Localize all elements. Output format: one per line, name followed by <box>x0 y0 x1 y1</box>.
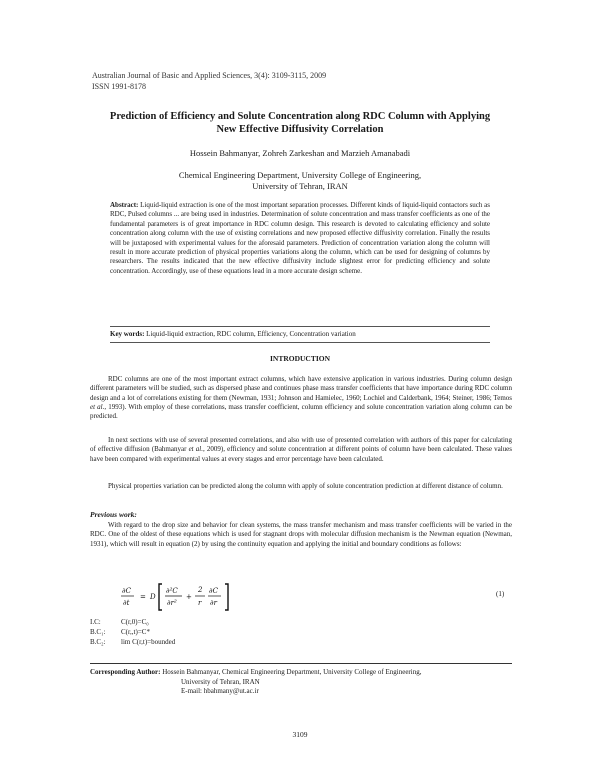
title-line-2: New Effective Diffusivity Correlation <box>216 124 384 135</box>
svg-text:r: r <box>198 599 202 607</box>
corresponding-line-2: University of Tehran, IRAN <box>181 677 260 686</box>
abstract-text: Liquid-liquid extraction is one of the most important separation processes. Different kinds of liquid-liquid contactors such as RDC, Pulsed columns ... are being used in industries. Determination of solute concentration and mass transfer coefficients as one of the fundamental parameters is of great importance in RDC column design. This research is devoted to calculating efficiency and solute concentration along column with the use of existing correlations and new proposed effective diffusivity correlation. Finally the results will be juxtaposed with experimental values for the aforesaid parameters. Prediction of concentration variation along the column will result in more accurate prediction of physical properties variations along the column, which can be used for designing of columns by researchers. The results indicated that the new effective diffusivity include slightest error for predicting efficiency and solute concentration. Accordingly, use of these equations lead in a more accurate design scheme. <box>110 201 490 275</box>
authors: Hossein Bahmanyar, Zohreh Zarkeshan and Marzieh Amanabadi <box>189 148 411 158</box>
keywords-label: Key words: <box>110 330 145 338</box>
intro-paragraph-2 <box>90 436 512 464</box>
divider <box>110 342 490 343</box>
issn: ISSN 1991-8178 <box>92 82 147 91</box>
intro-p1-etal: et al. <box>90 402 105 411</box>
subheading-previous-work: Previous work: <box>90 510 137 519</box>
equation-number: (1) <box>496 590 505 598</box>
svg-text:∂r²: ∂r² <box>167 599 177 607</box>
footnote-divider <box>90 663 512 664</box>
section-heading-introduction: INTRODUCTION <box>269 354 330 363</box>
condition-value: lim C(r,t)=bounded <box>121 638 176 646</box>
divider <box>110 326 490 327</box>
svg-text:∂C: ∂C <box>209 587 218 595</box>
condition-label: B.C₂: <box>90 638 106 646</box>
corresponding-line-1 <box>90 668 512 678</box>
intro-p2-text-b: , 2009), efficiency and solute concentration at different points of column have been calculated. These values have been compared with experimental values at every stages and error percentage have been calculated. <box>90 445 512 463</box>
corresponding-author <box>90 668 512 697</box>
svg-text:=: = <box>140 593 146 601</box>
svg-text:∂²C: ∂²C <box>166 587 178 595</box>
condition-row <box>90 637 175 647</box>
corresponding-label: Corresponding Author: <box>90 668 161 676</box>
title-line-1: Prediction of Efficiency and Solute Concentration along RDC Column with Applying <box>109 111 491 122</box>
condition-row <box>90 627 175 637</box>
affiliation-line-2: University of Tehran, IRAN <box>252 181 348 191</box>
newman-equation <box>118 580 278 614</box>
svg-text:∂r: ∂r <box>210 599 217 607</box>
intro-paragraph-3: Physical properties variation can be predicted along the column with apply of solute concentration prediction at different distance of column. <box>108 482 503 490</box>
previous-work-paragraph: With regard to the drop size and behavior for clean systems, the mass transfer mechanism and mass transfer coefficients will be varied in the RDC. One of the oldest of these equations which is used for stagnant drops with molecular diffusion mechanism is the Newman equation (Newman, 1931), which will result in equation (2) by using the continuity equation and applying the initial and boundary conditions as follows: <box>90 521 512 548</box>
affiliation <box>100 170 500 192</box>
intro-p1-text-b: , 1993). With employ of these correlations, mass transfer coefficient, column efficiency and solute concentration variation along column can be predicted. <box>90 402 512 421</box>
svg-text:∂C: ∂C <box>122 587 131 595</box>
condition-label: I.C: <box>90 618 101 626</box>
journal-citation: Australian Journal of Basic and Applied Sciences, 3(4): 3109-3115, 2009 <box>92 71 327 80</box>
condition-row <box>90 617 175 627</box>
svg-text:+: + <box>186 593 192 601</box>
svg-text:D: D <box>150 593 156 601</box>
affiliation-line-1: Chemical Engineering Department, University College of Engineering, <box>178 170 422 180</box>
keywords <box>110 330 490 339</box>
corresponding-email: E-mail: hbahmany@ut.ac.ir <box>181 687 259 695</box>
abstract-label: Abstract: <box>110 201 139 209</box>
svg-text:∂t: ∂t <box>123 599 130 607</box>
corresponding-text: Hossein Bahmanyar, Chemical Engineering Department, University College of Engineering, <box>162 668 422 676</box>
intro-p1-text-a: RDC columns are one of the most important extract columns, which have extensive application in various industries. During column design different parameters will be studied, such as dispersed phase and continues phase mass transfer coefficients that have importance during RDC column design and a lot of correlations existing for them (Newman, 1931; Johnson and Hamielec, 1960; Lochiel and Calderbank, 1964; Steiner, 1986; Temos <box>90 375 512 402</box>
journal-header <box>92 70 326 92</box>
intro-paragraph-1 <box>90 375 512 421</box>
svg-text:2: 2 <box>198 586 203 594</box>
condition-value: C(r,0)=C₀ <box>121 618 149 626</box>
intro-p2-text-a: In next sections with use of several presented correlations, and also with use of presented correlation with authors of this paper for calculating of effective diffusion (Bahmanyar <box>90 436 512 454</box>
intro-p2-etal: et al. <box>188 445 203 454</box>
condition-label: B.C₁: <box>90 628 106 636</box>
paper-title <box>100 110 500 136</box>
abstract <box>110 201 490 276</box>
boundary-conditions <box>90 617 175 647</box>
keywords-text: Liquid-liquid extraction, RDC column, Efficiency, Concentration variation <box>146 330 356 338</box>
condition-value: C(r,,t)=C* <box>121 628 150 636</box>
page-number: 3109 <box>292 730 308 739</box>
